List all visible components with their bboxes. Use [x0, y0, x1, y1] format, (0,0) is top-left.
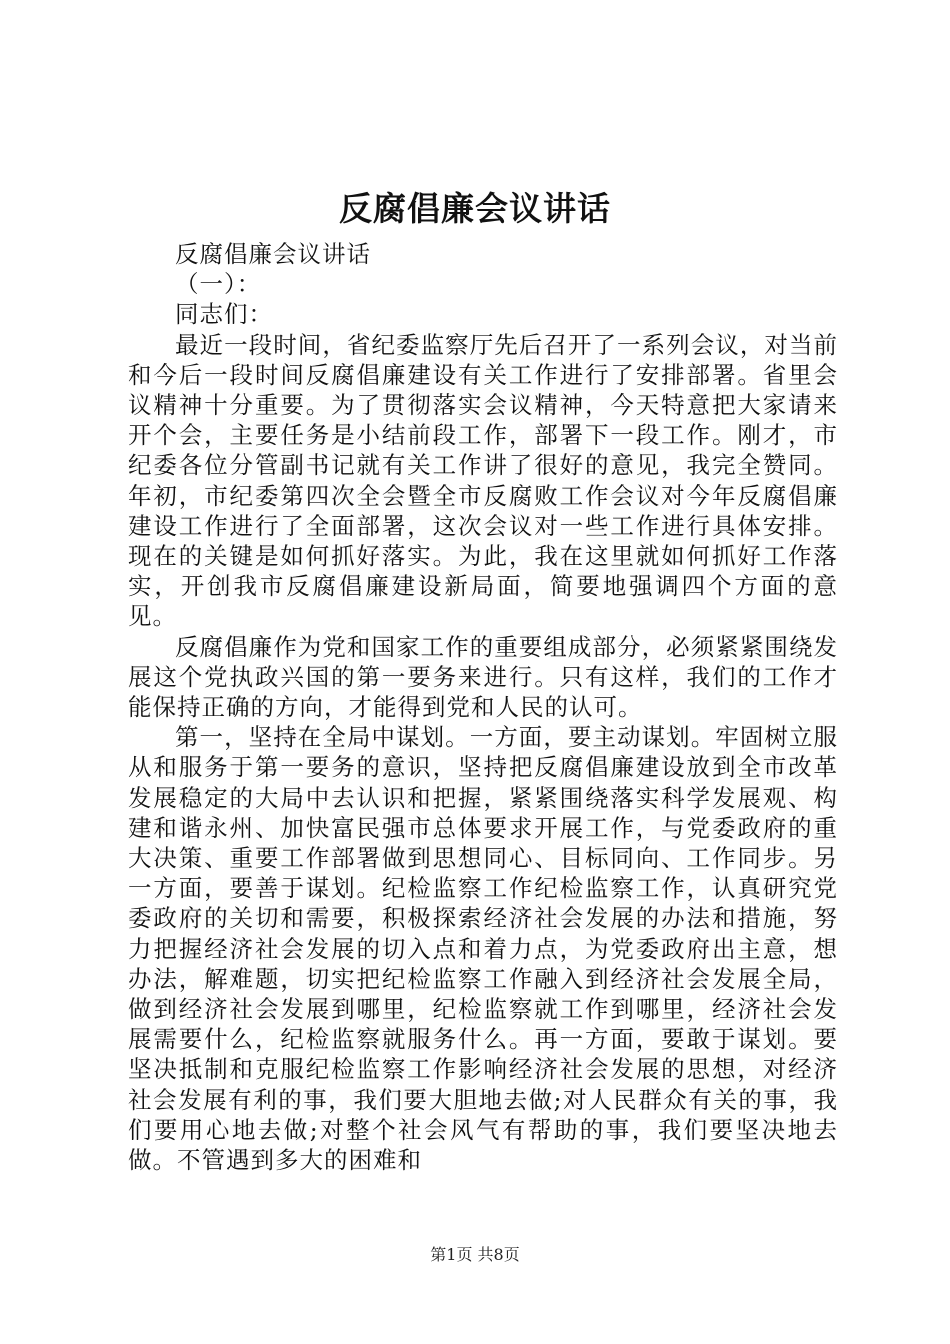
document-body [128, 239, 838, 1175]
subtitle-paragraph: 反腐倡廉会议讲话 [175, 240, 371, 268]
body-paragraph: 反腐倡廉作为党和国家工作的重要组成部分，必须紧紧围绕发展这个党执政兴国的第一要务来进行。只有这样，我们的工作才能保持正确的方向，才能得到党和人民的认可。 [128, 632, 838, 722]
salutation-paragraph: 同志们： [175, 300, 273, 329]
section-marker-paragraph: （一）： [175, 270, 262, 299]
document-title: 反腐倡廉会议讲话 [339, 189, 611, 228]
body-paragraph: 最近一段时间，省纪委监察厅先后召开了一系列会议，对当前和今后一段时间反腐倡廉建设有关工作进行了安排部署。省里会议精神十分重要。为了贯彻落实会议精神，今天特意把大家请来开个会，主要任务是小结前段工作，部署下一段工作。刚才，市纪委各位分管副书记就有关工作讲了很好的意见，我完全赞同。年初，市纪委第四次全会暨全市反腐败工作会议对今年反腐倡廉建设工作进行了全面部署，这次会议对一些工作进行具体安排。现在的关键是如何抓好落实。为此，我在这里就如何抓好工作落实，开创我市反腐倡廉建设新局面，简要地强调四个方面的意见。 [128, 330, 838, 631]
body-paragraph: 第一，坚持在全局中谋划。一方面，要主动谋划。牢固树立服从和服务于第一要务的意识，坚持把反腐倡廉建设放到全市改革发展稳定的大局中去认识和把握，紧紧围绕落实科学发展观、构建和谐永州、加快富民强市总体要求开展工作，与党委政府的重大决策、重要工作部署做到思想同心、目标同向、工作同步。另一方面，要善于谋划。纪检监察工作纪检监察工作，认真研究党委政府的关切和需要，积极探索经济社会发展的办法和措施，努力把握经济社会发展的切入点和着力点，为党委政府出主意，想办法，解难题，切实把纪检监察工作融入到经济社会发展全局，做到经济社会发展到哪里，纪检监察就工作到哪里，经济社会发展需要什么，纪检监察就服务什么。再一方面，要敢于谋划。要坚决抵制和克服纪检监察工作影响经济社会发展的思想，对经济社会发展有利的事，我们要大胆地去做;对人民群众有关的事，我们要用心地去做;对整个社会风气有帮助的事，我们要坚决地去做。不管遇到多大的困难和 [128, 723, 838, 1175]
page-number-footer: 第1页 共8页 [430, 1245, 520, 1264]
